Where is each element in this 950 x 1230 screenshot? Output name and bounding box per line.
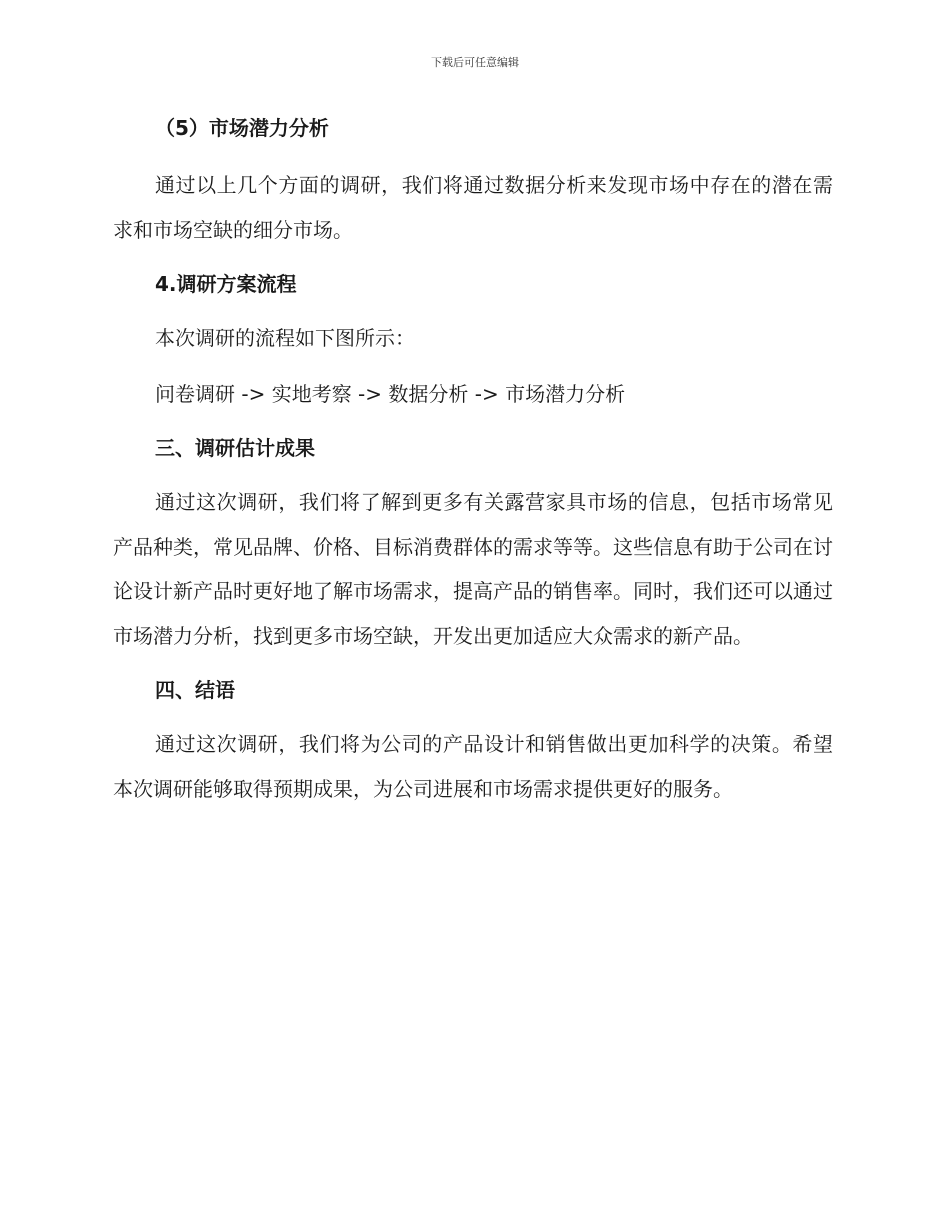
- section-heading-expected-results: 三、调研估计成果: [155, 436, 315, 460]
- section-heading-market-potential: （5）市场潜力分析: [155, 116, 329, 140]
- paragraph-market-potential: 通过以上几个方面的调研，我们将通过数据分析来发现市场中存在的潜在需求和市场空缺的细分市场。: [113, 173, 833, 242]
- page-header-note: 下载后可任意编辑: [431, 56, 519, 69]
- section-heading-research-process: 4.调研方案流程: [155, 272, 297, 296]
- section-heading-conclusion: 四、结语: [155, 678, 235, 702]
- paragraph-conclusion: 通过这次调研，我们将为公司的产品设计和销售做出更加科学的决策。希望本次调研能够取得预期成果，为公司进展和市场需求提供更好的服务。: [113, 732, 833, 801]
- paragraph-expected-results: 通过这次调研，我们将了解到更多有关露营家具市场的信息，包括市场常见产品种类，常见品牌、价格、目标消费群体的需求等等。这些信息有助于公司在讨论设计新产品时更好地了解市场需求，提高产品的销售率。同时，我们还可以通过市场潜力分析，找到更多市场空缺，开发出更加适应大众需求的新产品。: [113, 490, 833, 648]
- paragraph-process-flow: 问卷调研 -> 实地考察 -> 数据分析 -> 市场潜力分析: [155, 381, 626, 406]
- document-body: [113, 110, 833, 811]
- paragraph-process-intro: 本次调研的流程如下图所示：: [155, 326, 415, 350]
